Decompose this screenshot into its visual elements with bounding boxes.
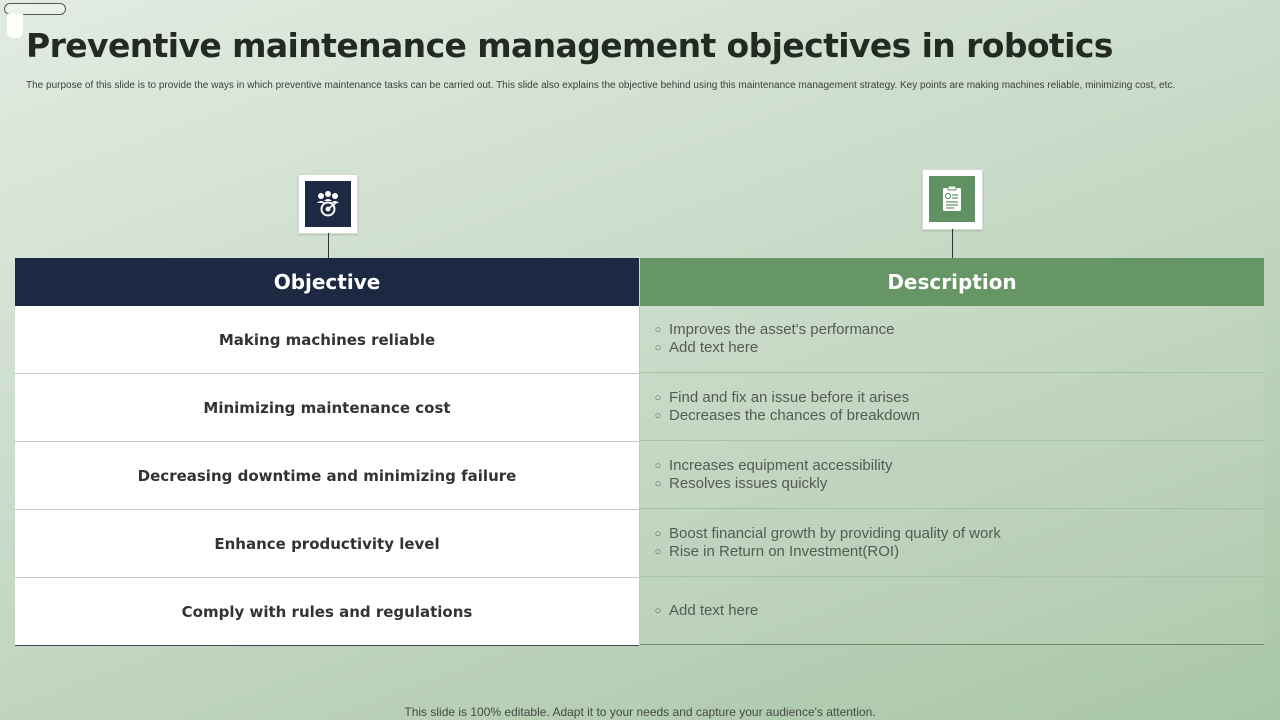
- objective-cell: Comply with rules and regulations: [15, 578, 639, 646]
- description-point-text: Improves the asset's performance: [669, 321, 895, 338]
- description-cell: [640, 442, 1264, 509]
- description-point: [650, 321, 1264, 339]
- description-point-text: Add text here: [669, 602, 759, 619]
- bullet-circle-icon: ○: [654, 460, 662, 472]
- description-point-text: Rise in Return on Investment(ROI): [669, 543, 900, 560]
- description-point: [650, 525, 1264, 543]
- top-tab-shape: [7, 14, 23, 38]
- bullet-circle-icon: ○: [654, 392, 662, 404]
- description-point: [650, 339, 1264, 357]
- bullet-circle-icon: ○: [654, 410, 662, 422]
- column-divider: [639, 306, 640, 647]
- description-point: [650, 602, 1264, 620]
- description-point-text: Boost financial growth by providing quality of work: [669, 525, 1001, 542]
- bullet-circle-icon: ○: [654, 605, 662, 617]
- description-point-text: Resolves issues quickly: [669, 475, 828, 492]
- objective-connector-line: [328, 233, 329, 259]
- team-target-icon: [305, 181, 351, 227]
- clipboard-document-icon: [929, 176, 975, 222]
- bullet-circle-icon: ○: [654, 546, 662, 558]
- objective-icon-frame: [298, 174, 358, 234]
- objective-cell: Decreasing downtime and minimizing failure: [15, 442, 639, 510]
- objective-cell: Minimizing maintenance cost: [15, 374, 639, 442]
- objectives-table: [15, 258, 1264, 647]
- bullet-circle-icon: ○: [654, 324, 662, 336]
- description-column-header: Description: [640, 258, 1264, 306]
- description-point: [650, 407, 1264, 425]
- description-cell: [640, 306, 1264, 373]
- description-cell: [640, 578, 1264, 645]
- slide-subtitle: The purpose of this slide is to provide the ways in which preventive maintenance tasks can be carried out. This slide also explains the objective behind using this maintenance management strategy. Key points are making machines reliable, minimizing cost, etc.: [26, 80, 1176, 91]
- description-icon-frame: [922, 169, 983, 230]
- description-point: [650, 389, 1264, 407]
- objective-column-header: Objective: [15, 258, 639, 306]
- description-cell: [640, 510, 1264, 577]
- slide-footer: This slide is 100% editable. Adapt it to your needs and capture your audience's attention.: [404, 705, 876, 719]
- description-point-text: Find and fix an issue before it arises: [669, 389, 910, 406]
- description-cell: [640, 374, 1264, 441]
- slide-title: Preventive maintenance management objectives in robotics: [26, 26, 1113, 65]
- bullet-circle-icon: ○: [654, 342, 662, 354]
- description-point-text: Decreases the chances of breakdown: [669, 407, 920, 424]
- objective-cell: Making machines reliable: [15, 306, 639, 374]
- bullet-circle-icon: ○: [654, 528, 662, 540]
- description-point-text: Increases equipment accessibility: [669, 457, 893, 474]
- description-point: [650, 457, 1264, 475]
- objective-cell: Enhance productivity level: [15, 510, 639, 578]
- description-point-text: Add text here: [669, 339, 759, 356]
- bullet-circle-icon: ○: [654, 478, 662, 490]
- description-point: [650, 475, 1264, 493]
- description-connector-line: [952, 229, 953, 259]
- description-point: [650, 543, 1264, 561]
